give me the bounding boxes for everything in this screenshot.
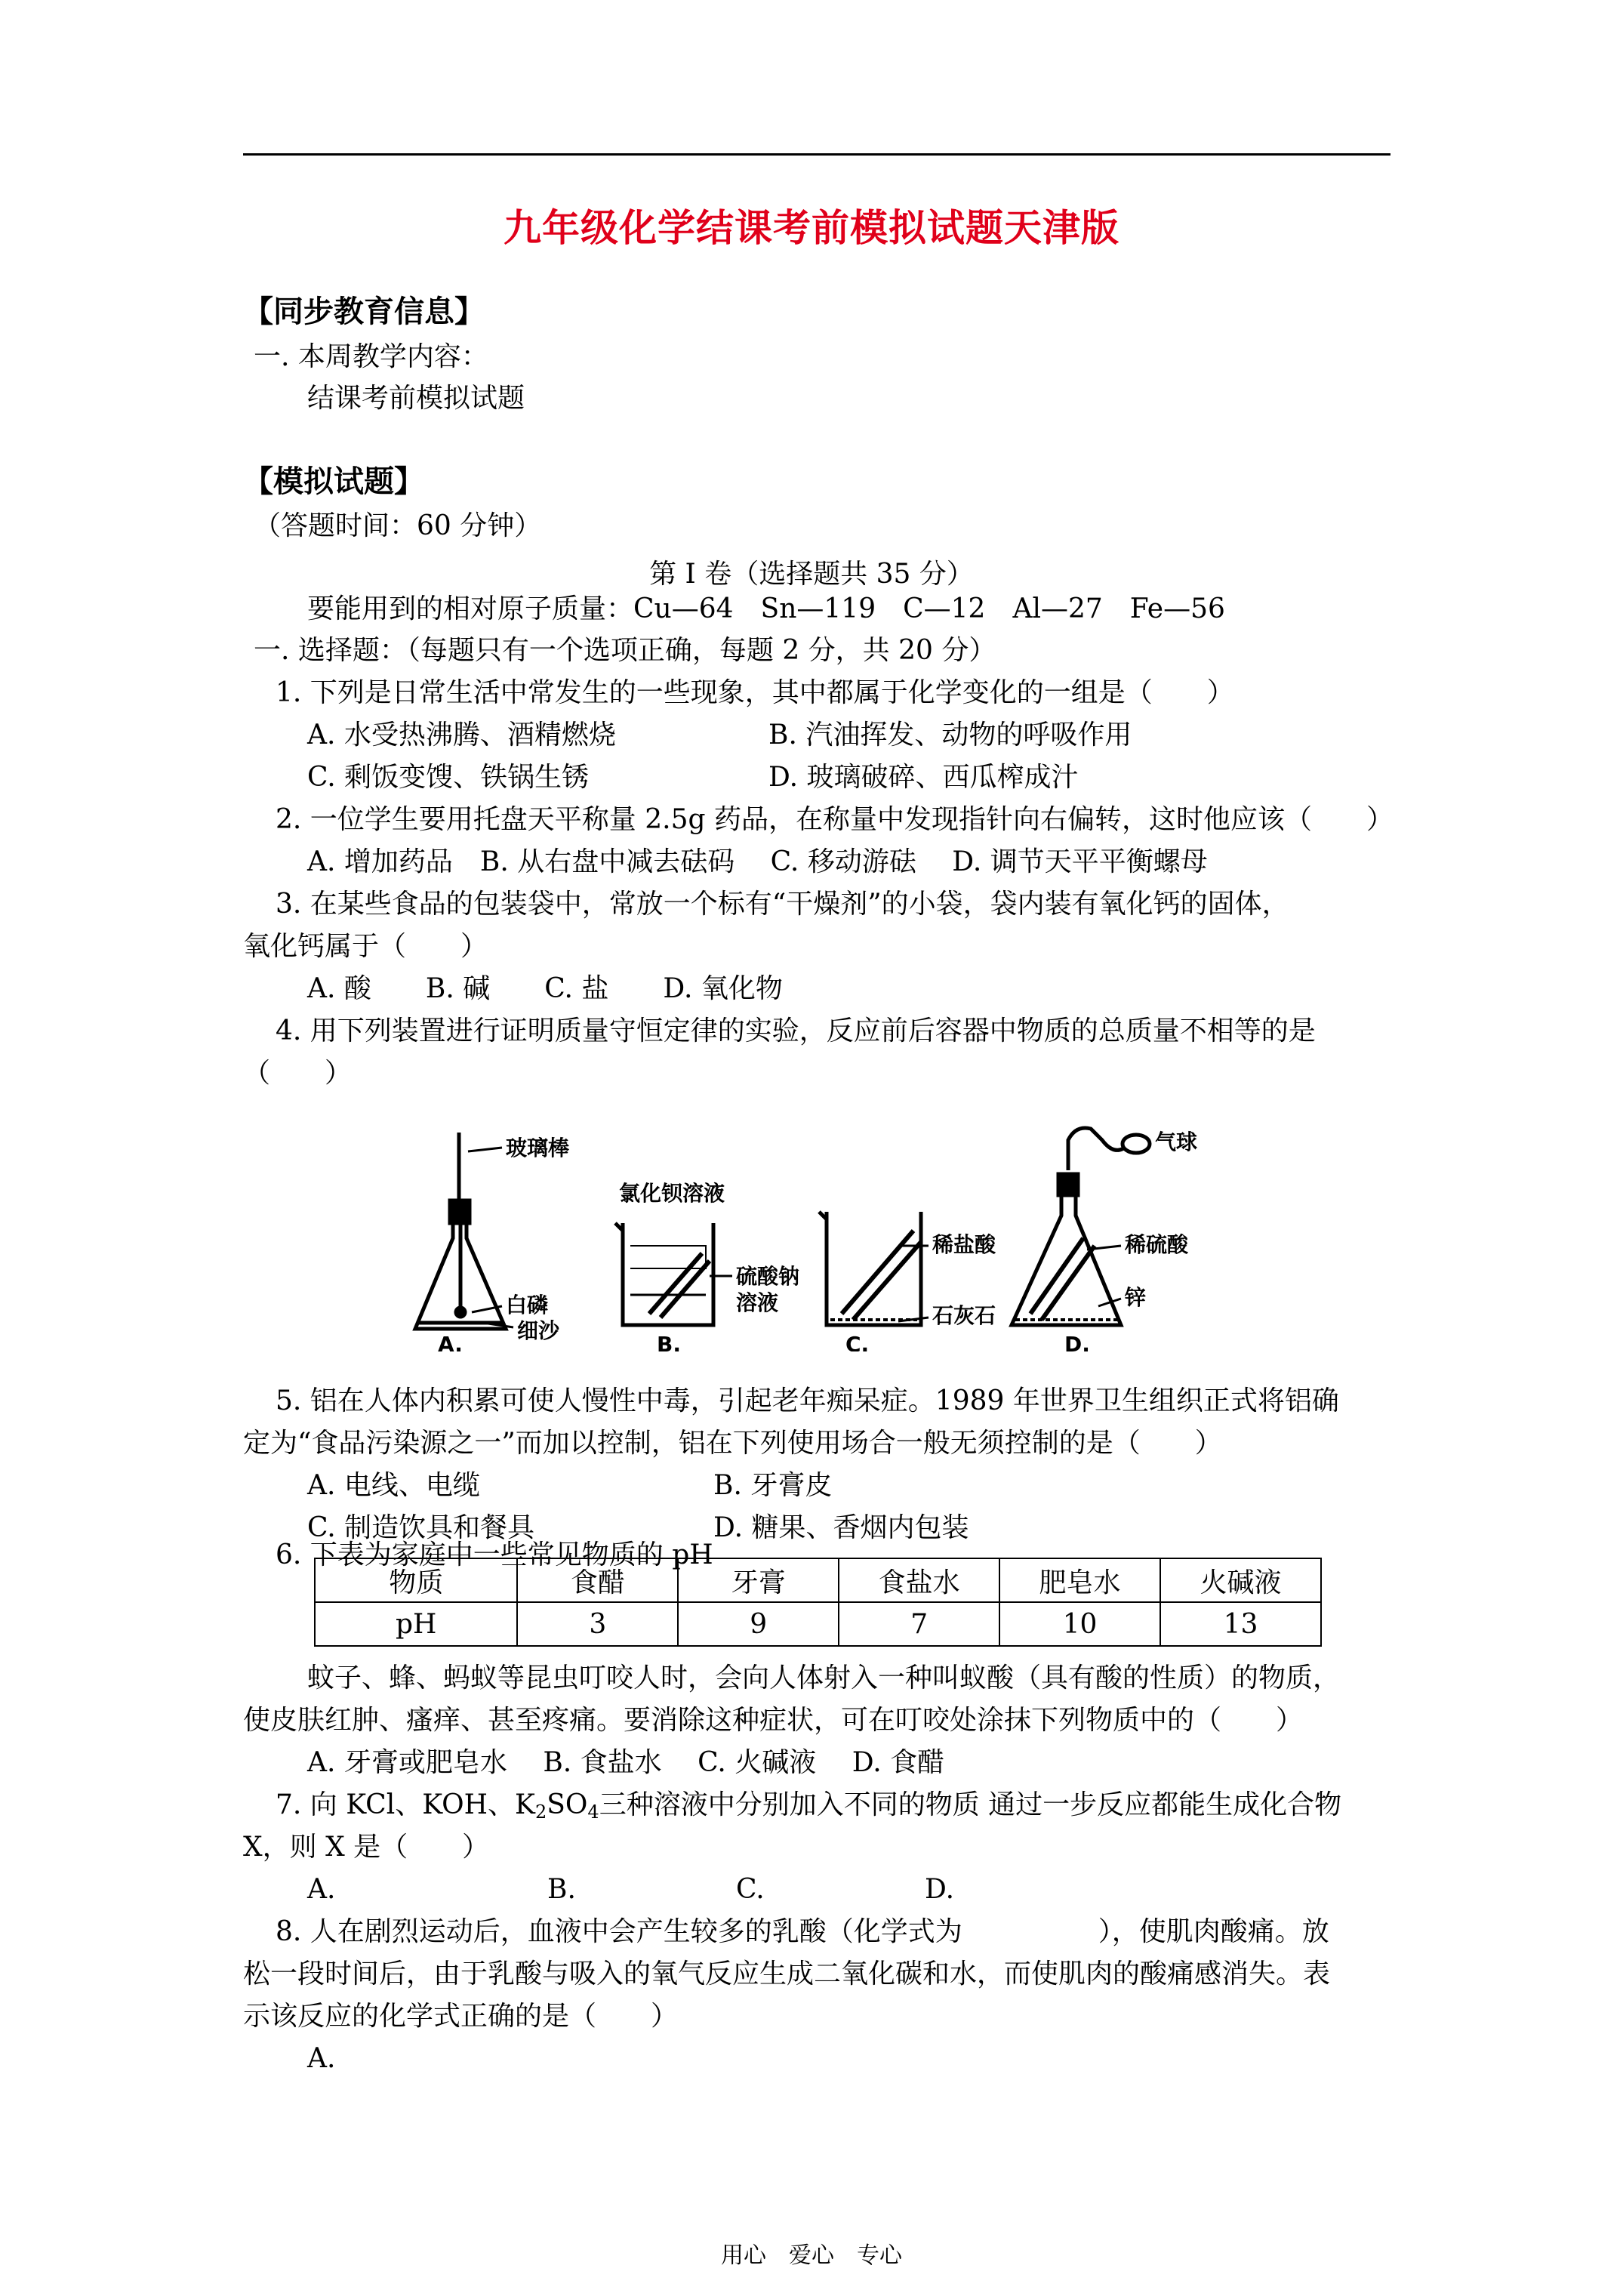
page-title: 九年级化学结课考前模拟试题天津版 [504, 205, 1119, 250]
q6-para-line1: 蚊子、蜂、蚂蚁等昆虫叮咬人时，会向人体射入一种叫蚁酸（具有酸的性质）的物质， [307, 1663, 1341, 1693]
q6-para-line2: 使皮肤红肿、瘙痒、甚至疼痛。要消除这种症状，可在叮咬处涂抹下列物质中的（ ） [243, 1705, 1304, 1736]
q2-options: A. 增加药品 B. 从右盘中减去砝码 C. 移动游砝 D. 调节天平平衡螺母 [307, 846, 1208, 877]
label-na2so4-line2: 溶液 [736, 1290, 779, 1315]
label-d: D. [1064, 1332, 1090, 1351]
atomic-masses: 要能用到的相对原子质量：Cu—64 Sn—119 C—12 Al—27 Fe—56 [307, 593, 1225, 624]
q5-option-c: C. 制造饮具和餐具 [307, 1512, 535, 1543]
q5-option-b: B. 牙膏皮 [713, 1470, 833, 1501]
part-one-title: 一. 选择题：（每题只有一个选项正确，每题 2 分，共 20 分） [254, 635, 996, 666]
q5-option-a: A. 电线、电缆 [307, 1470, 480, 1501]
page-footer: 用心 爱心 专心 [721, 2242, 902, 2269]
apparatus-diagram [400, 1125, 1200, 1351]
sync-content-label: 一. 本周教学内容： [254, 341, 488, 372]
q6-options: A. 牙膏或肥皂水 B. 食盐水 C. 火碱液 D. 食醋 [307, 1747, 945, 1778]
label-c: C. [845, 1332, 870, 1351]
q8-stem-line1: 8. 人在剧烈运动后，血液中会产生较多的乳酸（化学式为 ），使肌肉酸痛。放 [276, 1916, 1329, 1947]
table-row [315, 1558, 1321, 1602]
q6-stem: 6. 下表为家庭中一些常见物质的 pH [276, 1539, 713, 1570]
label-hcl: 稀盐酸 [932, 1232, 996, 1257]
q7-stem-line2: X，则 X 是（ ） [243, 1832, 490, 1863]
q3-options: A. 酸 B. 碱 C. 盐 D. 氧化物 [307, 973, 783, 1004]
table-cell: 肥皂水 [999, 1558, 1160, 1602]
q3-stem-line1: 3. 在某些食品的包装袋中，常放一个标有“干燥剂”的小袋，袋内装有氧化钙的固体， [276, 889, 1289, 920]
q1-option-b: B. 汽油挥发、动物的呼吸作用 [768, 720, 1132, 750]
q5-option-d: D. 糖果、香烟内包装 [713, 1512, 969, 1543]
q1-option-d: D. 玻璃破碎、西瓜榨成汁 [768, 762, 1079, 793]
answer-time: （答题时间：60 分钟） [254, 510, 542, 541]
table-cell: 食盐水 [839, 1558, 999, 1602]
q2-stem: 2. 一位学生要用托盘天平称量 2.5g 药品，在称量中发现指针向右偏转，这时他应该（ ） [276, 804, 1394, 835]
label-h2so4: 稀硫酸 [1125, 1232, 1189, 1257]
label-fine-sand: 细沙 [517, 1318, 560, 1343]
table-cell: 10 [999, 1602, 1160, 1646]
apparatus-c [819, 1212, 929, 1325]
header-rule [243, 153, 1390, 156]
q4-stem-line1: 4. 用下列装置进行证明质量守恒定律的实验，反应前后容器中物质的总质量不相等的是 [276, 1015, 1316, 1046]
label-b: B. [657, 1332, 681, 1351]
table-cell: 牙膏 [678, 1558, 839, 1602]
table-row [315, 1602, 1321, 1646]
table-cell: pH [315, 1602, 517, 1646]
q7-option-d: D. [925, 1874, 955, 1905]
label-zinc: 锌 [1125, 1285, 1147, 1310]
section-header-sync: 【同步教育信息】 [243, 294, 485, 329]
table-cell: 3 [517, 1602, 678, 1646]
apparatus-b [615, 1223, 732, 1325]
sync-content-value: 结课考前模拟试题 [307, 383, 525, 414]
volume-title: 第 I 卷（选择题共 35 分） [649, 559, 974, 590]
table-cell: 13 [1160, 1602, 1321, 1646]
label-limestone: 石灰石 [932, 1303, 996, 1328]
q7-option-a: A. [307, 1874, 336, 1905]
label-a: A. [438, 1332, 463, 1351]
q7-stem-line1: 7. 向 KCl、KOH、$K_2SO_4$三种溶液中分别加入不同的物质 通过一步反应都能生成化合物 [276, 1789, 1342, 1823]
table-cell: 7 [839, 1602, 999, 1646]
q5-stem-line2: 定为“食品污染源之一”而加以控制，铝在下列使用场合一般无须控制的是（ ） [243, 1428, 1222, 1459]
q4-stem-line2: （ ） [243, 1058, 353, 1089]
ph-table [314, 1558, 1322, 1647]
q7-option-c: C. [736, 1874, 765, 1905]
apparatus-a [415, 1133, 513, 1329]
label-glass-rod: 玻璃棒 [506, 1136, 570, 1160]
q8-stem-line2: 松一段时间后，由于乳酸与吸入的氧气反应生成二氧化碳和水，而使肌肉的酸痛感消失。表 [243, 1959, 1331, 1989]
table-cell: 火碱液 [1160, 1558, 1321, 1602]
q1-stem: 1. 下列是日常生活中常发生的一些现象，其中都属于化学变化的一组是（ ） [276, 677, 1234, 708]
q3-stem-line2: 氧化钙属于（ ） [243, 931, 488, 962]
label-balloon: 气球 [1155, 1130, 1198, 1154]
table-cell: 食醋 [517, 1558, 678, 1602]
label-na2so4-line1: 硫酸钠 [736, 1264, 800, 1289]
table-cell: 物质 [315, 1558, 517, 1602]
label-bacl2: 氯化钡溶液 [619, 1181, 725, 1206]
q8-stem-line3: 示该反应的化学式正确的是（ ） [243, 2001, 679, 2032]
q7-option-b: B. [547, 1874, 576, 1905]
label-white-phosphorus: 白磷 [506, 1293, 549, 1318]
table-cell: 9 [678, 1602, 839, 1646]
q5-stem-line1: 5. 铝在人体内积累可使人慢性中毒，引起老年痴呆症。1989 年世界卫生组织正式将铝确 [276, 1385, 1339, 1416]
q1-option-a: A. 水受热沸腾、酒精燃烧 [307, 720, 616, 750]
q8-option-a: A. [307, 2043, 336, 2074]
q1-option-c: C. 剩饭变馊、铁锅生锈 [307, 762, 590, 793]
section-header-mock: 【模拟试题】 [243, 464, 424, 499]
